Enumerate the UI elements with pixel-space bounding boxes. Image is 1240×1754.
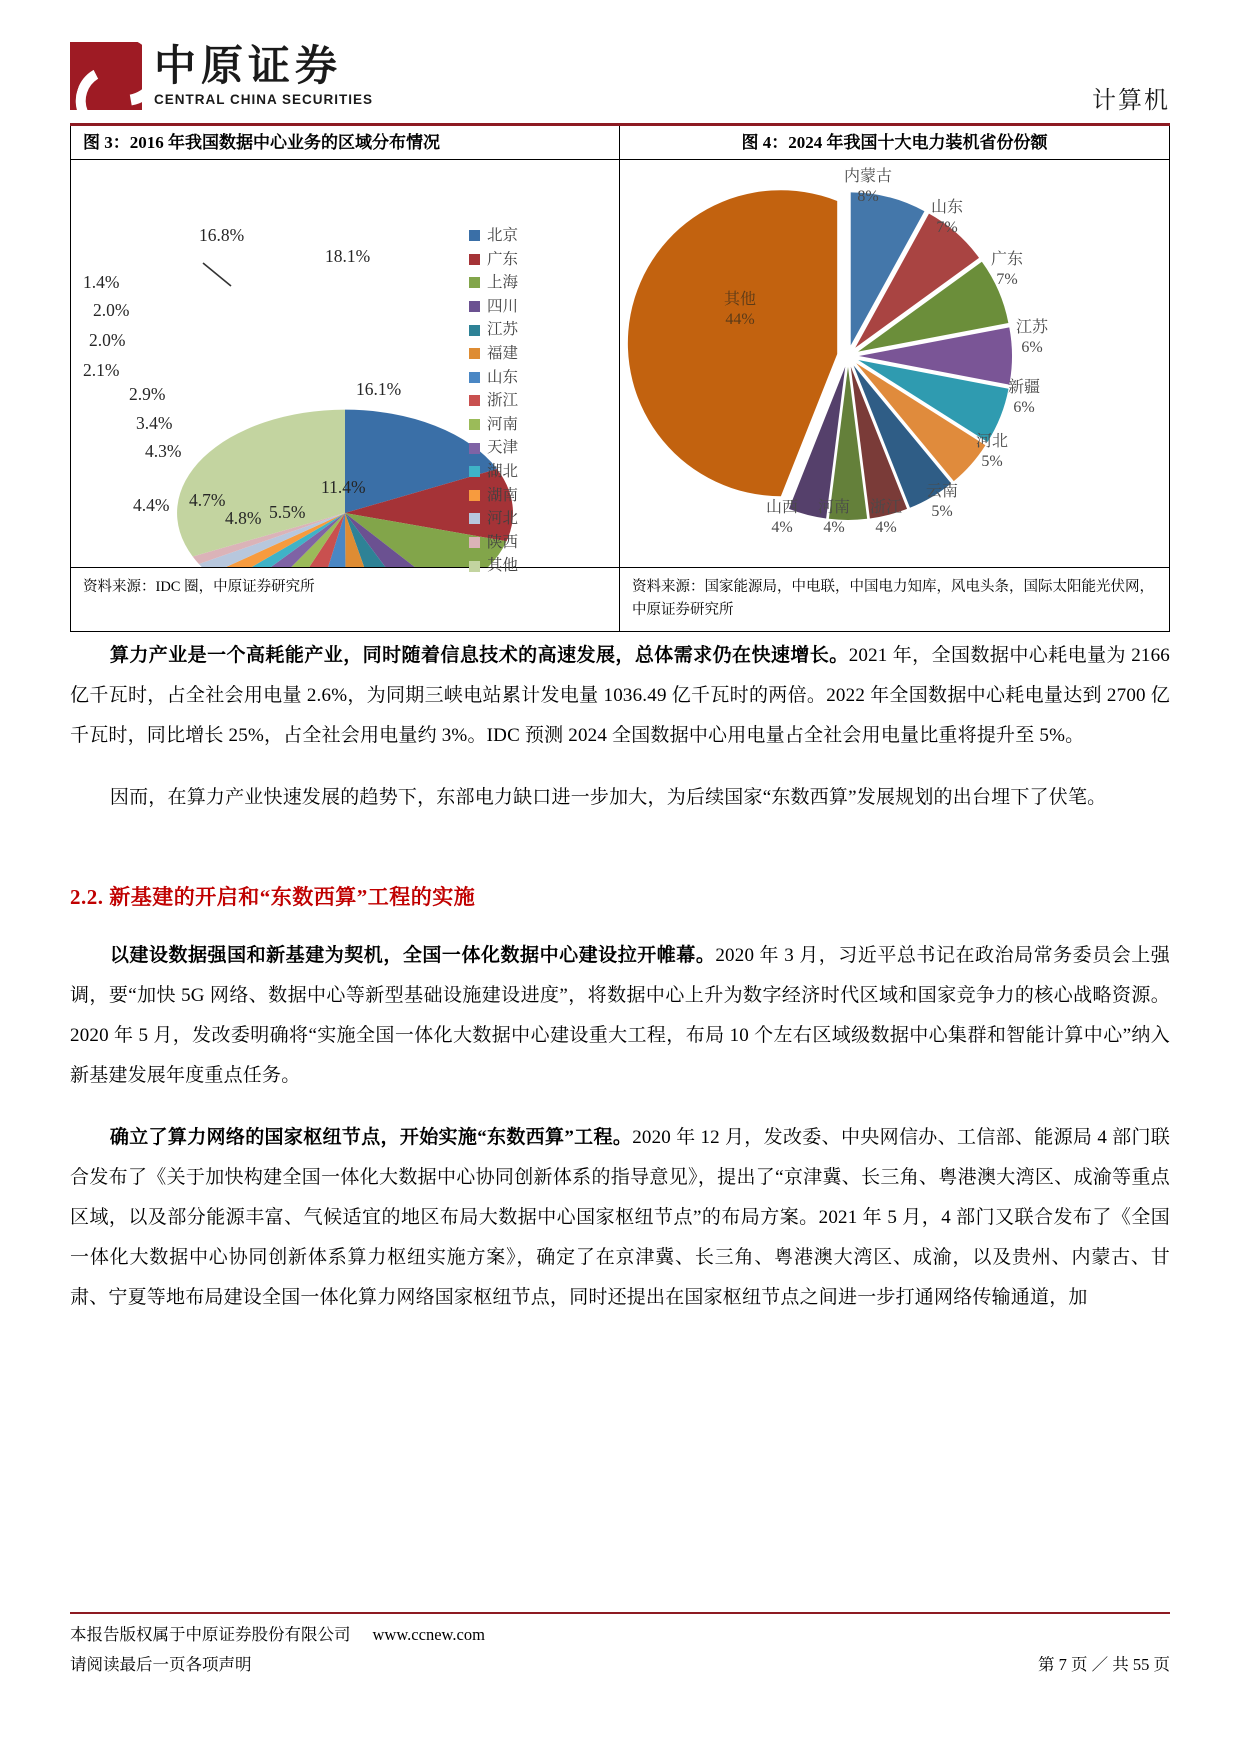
footer-disclaimer: 请阅读最后一页各项声明 [70, 1655, 252, 1674]
pie4-val-yunnan: 5% [931, 503, 953, 520]
footer-left [70, 1620, 850, 1680]
legend-label: 湖南 [487, 486, 519, 504]
paragraph-4-lead: 确立了算力网络的国家枢纽节点，开始实施“东数西算”工程。 [109, 1127, 633, 1148]
logo-text [154, 45, 373, 106]
pie3-label-4-4: 4.4% [133, 495, 170, 515]
pie4-val-xinjiang: 6% [1013, 399, 1035, 416]
pie4-cat-shandong: 山东 [930, 199, 963, 216]
pie4-label-hebei [960, 432, 1024, 472]
pie4-val-guangdong: 7% [996, 271, 1018, 288]
legend-item-zhejiang[interactable] [469, 389, 518, 413]
pie3-label-4-3: 4.3% [145, 441, 182, 461]
pie4-label-neimenggu [822, 167, 914, 207]
pie4-val-zhejiang: 4% [875, 519, 897, 536]
paragraph-3-lead: 以建设数据强国和新基建为契机，全国一体化数据中心建设拉开帷幕。 [109, 945, 716, 966]
legend-label: 湖北 [487, 462, 519, 480]
legend-swatch-icon [469, 395, 480, 406]
pie4-val-jiangsu: 6% [1021, 339, 1043, 356]
paragraph-4 [70, 1118, 1170, 1318]
legend-item-shaanxi[interactable] [469, 531, 518, 555]
legend-item-shandong[interactable] [469, 366, 518, 390]
legend-swatch-icon [469, 419, 480, 430]
legend-swatch-icon [469, 254, 480, 265]
pie3-label-1-4: 1.4% [83, 272, 120, 292]
footer-page-number: 第 7 页 ／ 共 55 页 [1038, 1655, 1170, 1674]
pie4-label-henan [806, 498, 862, 538]
legend-item-shanghai[interactable] [469, 271, 518, 295]
logo-english-name: CENTRAL CHINA SECURITIES [154, 91, 374, 107]
legend-swatch-icon [469, 513, 480, 524]
pie4-label-yunnan [910, 482, 974, 522]
body-content [70, 636, 1170, 1318]
figure-3-source: 资料来源：IDC 圈，中原证券研究所 [71, 567, 619, 623]
legend-label: 山东 [487, 368, 519, 386]
pie4-cat-yunnan: 云南 [925, 483, 958, 500]
pie4-label-other [704, 290, 776, 330]
figure-4-body [620, 160, 1169, 567]
page-header [70, 36, 1170, 116]
legend-item-jiangsu[interactable] [469, 318, 518, 342]
pie4-val-hebei: 5% [981, 453, 1003, 470]
figure-block [70, 126, 1170, 632]
paragraph-2: 因而，在算力产业快速发展的趋势下，东部电力缺口进一步加大，为后续国家“东数西算”发展规划的出台埋下了伏笔。 [109, 787, 1107, 808]
pie4-val-other: 44% [725, 311, 755, 328]
pie4-cat-xinjiang: 新疆 [1007, 379, 1040, 396]
legend-item-guangdong[interactable] [469, 248, 518, 272]
legend-swatch-icon [469, 372, 480, 383]
pie3-label-4-8: 4.8% [225, 508, 262, 528]
legend-item-beijing[interactable] [469, 224, 518, 248]
legend-swatch-icon [469, 348, 480, 359]
logo-chinese-name: 中原证券 [154, 44, 343, 91]
footer-copyright-line [70, 1620, 850, 1650]
legend-label: 陕西 [487, 533, 519, 551]
legend-label: 浙江 [487, 392, 519, 410]
legend-label: 四川 [487, 297, 519, 315]
legend-label: 福建 [487, 345, 519, 363]
pie4-cat-neimenggu: 内蒙古 [843, 168, 892, 185]
pie4-val-henan: 4% [823, 519, 845, 536]
legend-item-tianjin[interactable] [469, 436, 518, 460]
paragraph-1 [70, 636, 1170, 756]
pie3-label-11-4: 11.4% [321, 477, 366, 497]
pie4-label-shandong [915, 198, 979, 238]
pie4-label-zhejiang [858, 498, 914, 538]
header-sector-label: 计算机 [1092, 88, 1170, 114]
legend-swatch-icon [469, 537, 480, 548]
company-logo [70, 42, 373, 110]
figure-4-title: 图 4：2024 年我国十大电力装机省份份额 [620, 126, 1169, 160]
paragraph-3-text: 2020 年 3 月，习近平总书记在政治局常务委员会上强调，要“加快 5G 网络、数据中心等新型基础设施建设进度”，将数据中心上升为数字经济时代区域和国家竞争力的核心战略资源。2020 年 5 月，发改委明确将“实施全国一体化大数据中心建设重大工程，布局 10 个左右区域级数据中心集群和智能计算中心”纳入新基建发展年度重点任务。 [70, 945, 1170, 1086]
pie3-label-2-1: 2.1% [83, 360, 120, 380]
paragraph-4-text: 2020 年 12 月，发改委、中央网信办、工信部、能源局 4 部门联合发布了《关于加快构建全国一体化大数据中心协同创新体系的指导意见》，提出了“京津冀、长三角、粤港澳大湾区、成渝等重点区域，以及部分能源丰富、气候适宜的地区布局大数据中心国家枢纽节点”的布局方案。2021 年 5 月，4 部门又联合发布了《全国一体化大数据中心协同创新体系算力枢纽实施方案》，确定了在京津冀、长三角、粤港澳大湾区、成渝，以及贵州、内蒙古、甘肃、宁夏等地布局建设全国一体化算力网络国家枢纽节点，同时还提出在国家枢纽节点之间进一步打通网络传输通道，加 [70, 1127, 1170, 1308]
legend-item-other[interactable] [469, 554, 518, 578]
figure-3-body [71, 160, 619, 575]
figure-3 [71, 126, 620, 631]
legend-swatch-icon [469, 325, 480, 336]
pie3-label-4-7: 4.7% [189, 490, 226, 510]
legend-swatch-icon [469, 466, 480, 477]
pie3-label-16-1: 16.1% [356, 379, 402, 399]
pie4-cat-other: 其他 [723, 291, 756, 308]
legend-item-sichuan[interactable] [469, 295, 518, 319]
footer-divider [70, 1612, 1170, 1614]
pie4-label-guangdong [975, 250, 1039, 290]
paragraph-3 [70, 936, 1170, 1096]
leader-line-1-4 [203, 263, 231, 286]
footer-url[interactable]: www.ccnew.com [372, 1625, 485, 1644]
figure-row [71, 126, 1169, 631]
legend-item-henan[interactable] [469, 413, 518, 437]
legend-label: 上海 [487, 274, 519, 292]
legend-label: 河南 [487, 415, 519, 433]
legend-item-hunan[interactable] [469, 484, 518, 508]
pie4-val-neimenggu: 8% [857, 188, 879, 205]
footer-copyright: 本报告版权属于中原证券股份有限公司 [70, 1625, 351, 1644]
pie4-val-shanxi: 4% [771, 519, 793, 536]
pie3-label-2-0a: 2.0% [89, 330, 126, 350]
legend-label: 江苏 [487, 321, 519, 339]
logo-mark-icon [70, 42, 142, 110]
pie3-label-18-1: 18.1% [325, 246, 371, 266]
legend-swatch-icon [469, 301, 480, 312]
legend-swatch-icon [469, 277, 480, 288]
pie3-label-3-4: 3.4% [136, 413, 173, 433]
figure-4-source: 资料来源：国家能源局，中电联，中国电力知库，风电头条，国际太阳能光伏网，中原证券研究所 [620, 567, 1169, 631]
pie4-cat-jiangsu: 江苏 [1015, 319, 1048, 336]
pie4-label-xinjiang [992, 378, 1056, 418]
legend-label: 北京 [487, 227, 519, 245]
legend-label: 广东 [487, 250, 519, 268]
legend-swatch-icon [469, 230, 480, 241]
pie4-cat-guangdong: 广东 [990, 251, 1023, 268]
pie4-cat-hebei: 河北 [975, 433, 1008, 450]
paragraph-1-lead: 算力产业是一个高耗能产业，同时随着信息技术的高速发展，总体需求仍在快速增长。 [109, 645, 849, 666]
legend-swatch-icon [469, 490, 480, 501]
legend-item-fujian[interactable] [469, 342, 518, 366]
legend-swatch-icon [469, 443, 480, 454]
pie4-label-shanxi [754, 498, 810, 538]
pie3-label-16-8: 16.8% [199, 225, 245, 245]
pie3-label-2-0b: 2.0% [93, 300, 130, 320]
section-heading-2-2: 2.2. 新基建的开启和“东数西算”工程的实施 [70, 885, 476, 909]
pie4-val-shandong: 7% [936, 219, 958, 236]
legend-item-hubei[interactable] [469, 460, 518, 484]
figure-4 [620, 126, 1169, 631]
legend-swatch-icon [469, 561, 480, 572]
legend-label: 河北 [487, 510, 519, 528]
legend-label: 其他 [487, 557, 519, 575]
figure-3-legend [469, 224, 518, 578]
legend-label: 天津 [487, 439, 519, 457]
pie4-cat-zhejiang: 浙江 [869, 499, 902, 516]
pie4-cat-henan: 河南 [817, 499, 850, 516]
paragraph-1-text: 2021 年，全国数据中心耗电量为 2166 亿千瓦时，占全社会用电量 2.6%，为同期三峡电站累计发电量 1036.49 亿千瓦时的两倍。2022 年全国数据中心耗电量达到 2700 亿千瓦时，同比增长 25%，占全社会用电量约 3%。IDC 预测 2024 全国数据中心用电量占全社会用电量比重将提升至 5%。 [70, 645, 1170, 746]
pie3-label-5-5: 5.5% [269, 502, 306, 522]
figure-3-title: 图 3：2016 年我国数据中心业务的区域分布情况 [71, 126, 619, 160]
pie3-label-2-9: 2.9% [129, 384, 166, 404]
legend-item-hebei[interactable] [469, 507, 518, 531]
pie4-label-jiangsu [1000, 318, 1064, 358]
pie4-cat-shanxi: 山西 [765, 499, 798, 516]
